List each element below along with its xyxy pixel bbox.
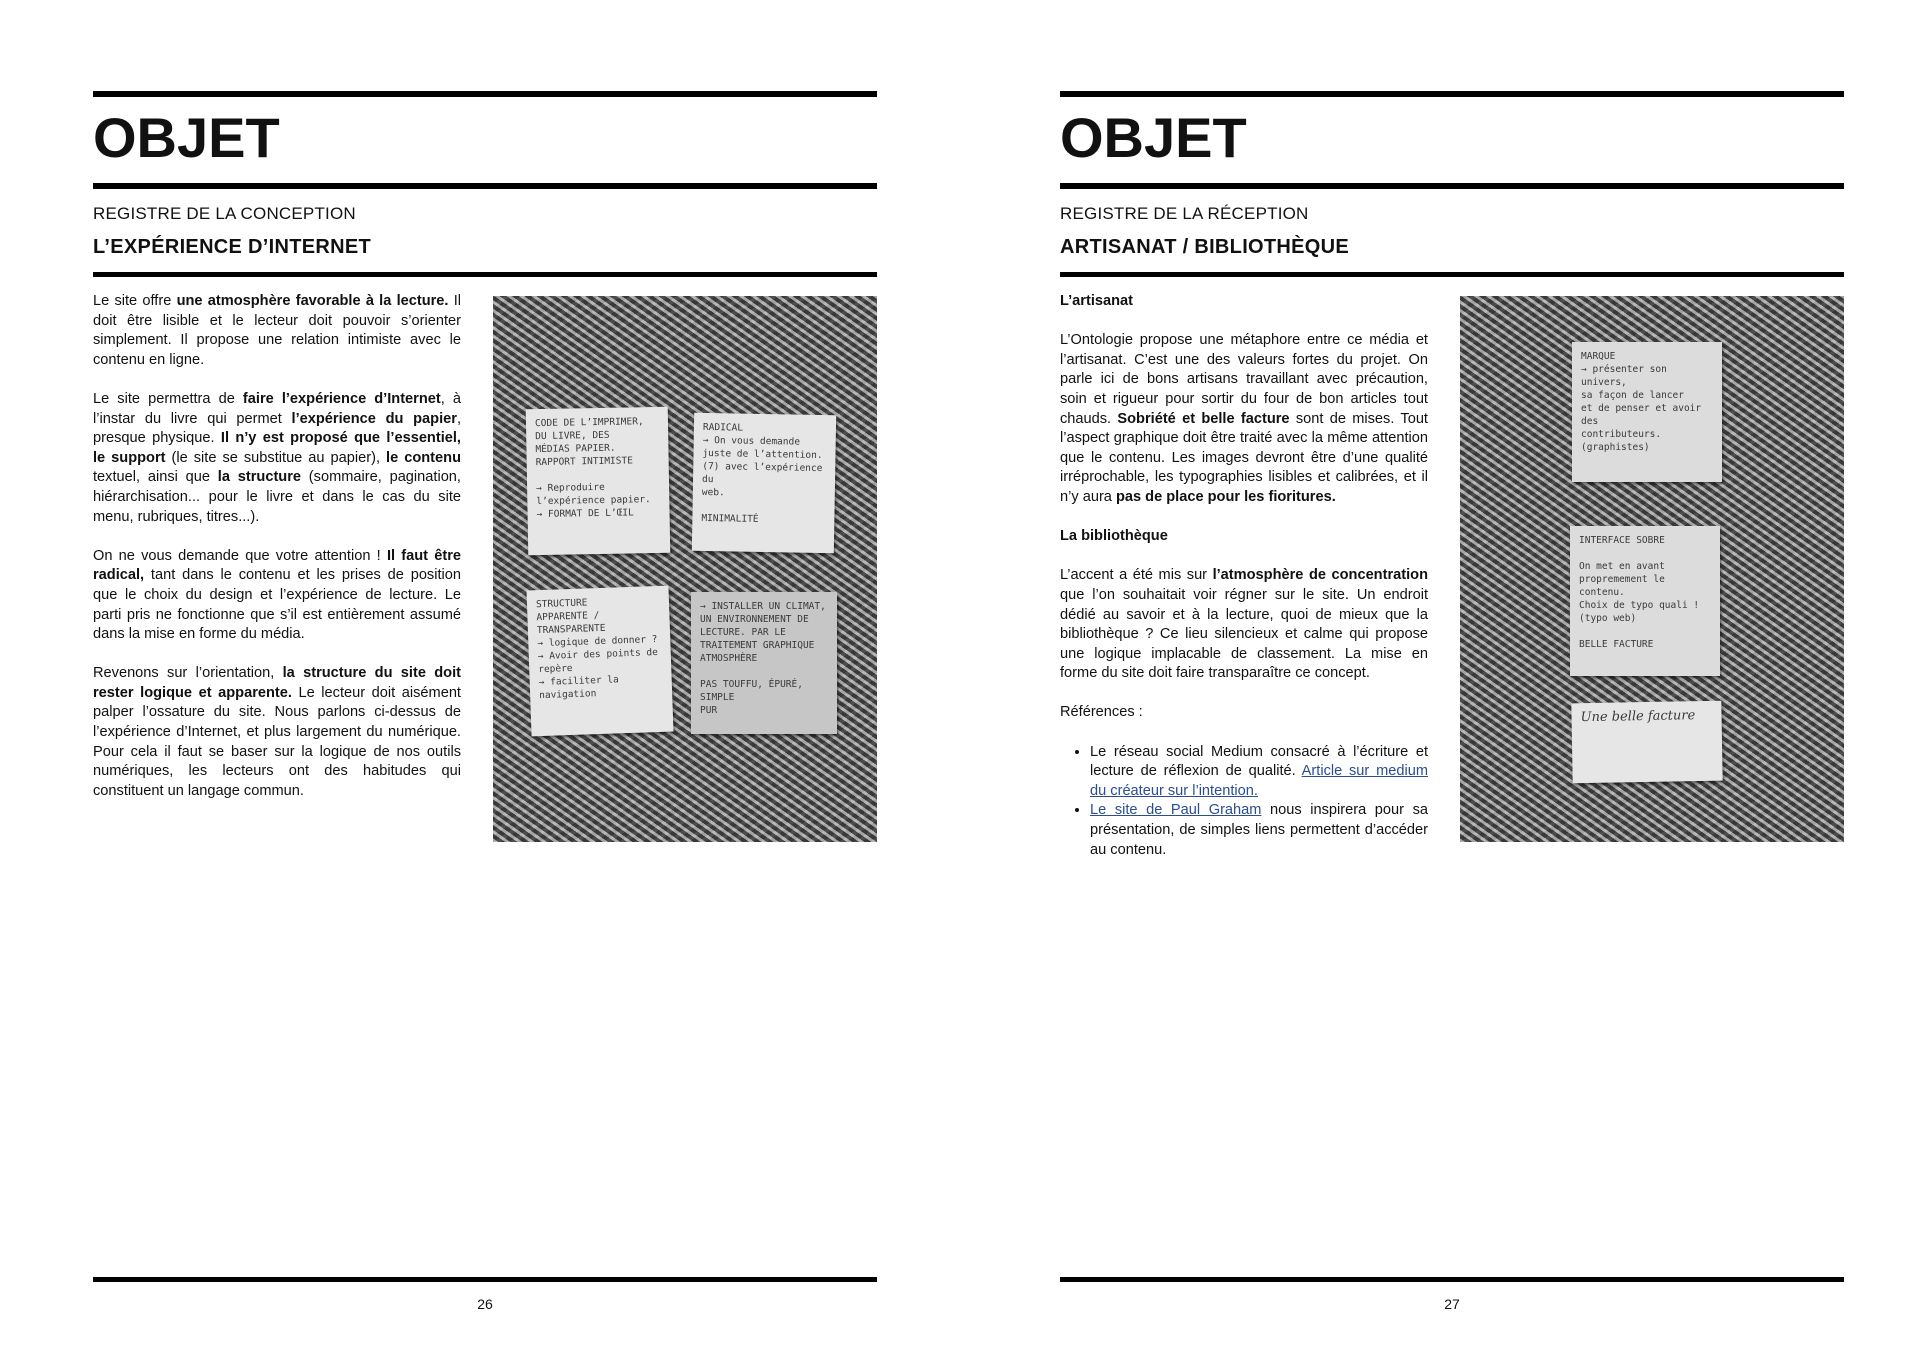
text: Le réseau social Medium consacré à l’écriture et lecture de réflexion de qualité. [1090,743,1428,780]
sticky-note: INTERFACE SOBRE On met en avant propremement le contenu. Choix de typo quali ! (typo web) BELLE FACTURE [1570,526,1720,676]
medium-article-link[interactable]: Article sur medium du créateur sur l’intention. [1090,763,1428,799]
page-number: 27 [1444,1296,1460,1312]
bold-text: le contenu [386,449,461,466]
section-heading [1060,527,1428,547]
text: , presque physique. [93,410,461,447]
sticky-note: CODE DE L’IMPRIMER, DU LIVRE, DES MÉDIAS PAPIER. RAPPORT INTIMISTE → Reproduire l’expérience papier. → FORMAT DE L’ŒIL [526,407,671,555]
text: On ne vous demande que votre attention ! [93,547,387,564]
section-subtitle: L’EXPÉRIENCE D’INTERNET [93,236,372,258]
bold-text: pas de place pour les fioritures. [1115,488,1336,505]
section-subtitle: ARTISANAT / BIBLIOTHÈQUE [1060,236,1350,258]
text: Le lecteur doit aisément palper l’ossature du site. Nous parlons ci-dessus de l’expérience d’Internet, et plus largement du numérique. Pour cela il faut se baser sur la logique de nos outils numériques, les lecteurs ont des habitudes qui constituent un langage commun. [93,684,461,799]
subtitle-rule [1060,272,1844,277]
text: nous inspirera pour sa présentation, de simples liens permettent d’accéder au contenu. [1090,802,1428,858]
sticky-note: MARQUE → présenter son univers, sa façon de lancer et de penser et avoir des contributeurs. (graphistes) [1572,342,1722,482]
paragraph [93,664,461,801]
body-text [93,292,461,821]
bold-text: La bibliothèque [1060,528,1168,545]
text: L’accent a été mis sur [1060,567,1213,584]
sticky-note: → INSTALLER UN CLIMAT, UN ENVIRONNEMENT DE LECTURE. PAR LE TRAITEMENT GRAPHIQUE ATMOSPHÈRE PAS TOUFFU, ÉPURÉ, SIMPLE PUR [691,592,837,734]
text: L’Ontologie propose une métaphore entre ce média et l’artisanat. C’est une des valeurs fortes du projet. On parle ici de bons artisans travaillant avec précaution, soin et rigueur pour sortir du four de bon articles tout chauds. [1060,332,1428,427]
section-heading [1060,292,1428,312]
bold-text: l’expérience du papier [291,410,457,427]
sticky-note: STRUCTURE APPARENTE / TRANSPARENTE → logique de donner ? → Avoir des points de repère → faciliter la navigation [526,586,673,737]
text: textuel, ainsi que [93,469,218,486]
register-label: REGISTRE DE LA RÉCEPTION [1060,204,1309,223]
right-page [1060,0,1844,1358]
page-number: 26 [477,1296,493,1312]
text: Revenons sur l’orientation, [93,665,283,682]
register-label: REGISTRE DE LA CONCEPTION [93,204,356,223]
text: Il doit être lisible et le lecteur doit pouvoir s’orienter simplement. Il propose une relation intimiste avec le contenu en ligne. [93,293,462,368]
bold-text: Sobriété et belle facture [1117,410,1290,427]
bottom-rule [93,1277,877,1282]
paragraph [93,292,461,370]
subtitle-rule [93,272,877,277]
text: sont de mises. Tout l’aspect graphique doit être traité avec la même attention que le contenu. Les images devront être d’une qualité irréprochable, les typographies lisibles et calibrées, et il n’y aura [1060,410,1428,505]
paragraph [93,547,461,645]
text: , à l’instar du livre qui permet [93,390,461,427]
text: Le site permettra de [93,390,243,407]
bold-text: L’artisanat [1060,293,1133,309]
title-rule [93,183,877,189]
references-label: Références : [1060,704,1143,721]
text: (sommaire, pagination, hiérarchisation... pour le livre et dans le cas du site menu, rubriques, titres...). [93,469,461,525]
page-title: OBJET [93,106,280,169]
paragraph [1060,331,1428,507]
body-text [1060,292,1428,860]
text: que l’on souhaitait voir régner sur le site. Un endroit dédié au savoir et à la lecture, quoi de mieux que la bibliothèque ? Ce lieu silencieux et calme qui propose une logique implacable de classement. La mise en forme du site doit faire transparaître ce concept. [1060,586,1428,682]
bold-text: une atmosphère favorable à la lecture. [176,293,449,309]
top-rule [1060,91,1844,97]
list-item [1090,801,1428,860]
text: (le site se substitue au papier), [165,449,387,466]
bold-text: l’atmosphère de concentration [1212,567,1428,584]
bold-text: la structure [217,469,302,486]
text: tant dans le contenu et les prises de position que le choix du design et l’expérience de lecture. Le parti pris ne fonctionne que s’il est entièrement assumé dans la mise en forme du média. [93,567,461,643]
bottom-rule [1060,1277,1844,1282]
bold-text: Il n’y est proposé que l’essentiel, le support [93,430,461,466]
page-title: OBJET [1060,106,1247,169]
bold-text: la structure du site doit rester logique et apparente. [93,665,461,701]
sticky-note: RADICAL → On vous demande juste de l’attention. (7) avec l’expérience du web. MINIMALITÉ [692,413,836,553]
text: Le site offre [93,293,177,309]
title-rule [1060,183,1844,189]
sticky-notes-photo [1460,296,1844,842]
sticky-notes-photo [493,296,877,842]
top-rule [93,91,877,97]
paragraph [93,390,461,527]
left-page [93,0,877,1358]
bold-text: faire l’expérience d’Internet [242,390,441,407]
paragraph [1060,566,1428,684]
sticky-note: Une belle facture [1571,701,1722,784]
list-item [1090,743,1428,802]
bold-text: Il faut être radical, [93,547,461,584]
paul-graham-link[interactable]: Le site de Paul Graham [1090,802,1262,819]
references-list [1060,743,1428,861]
